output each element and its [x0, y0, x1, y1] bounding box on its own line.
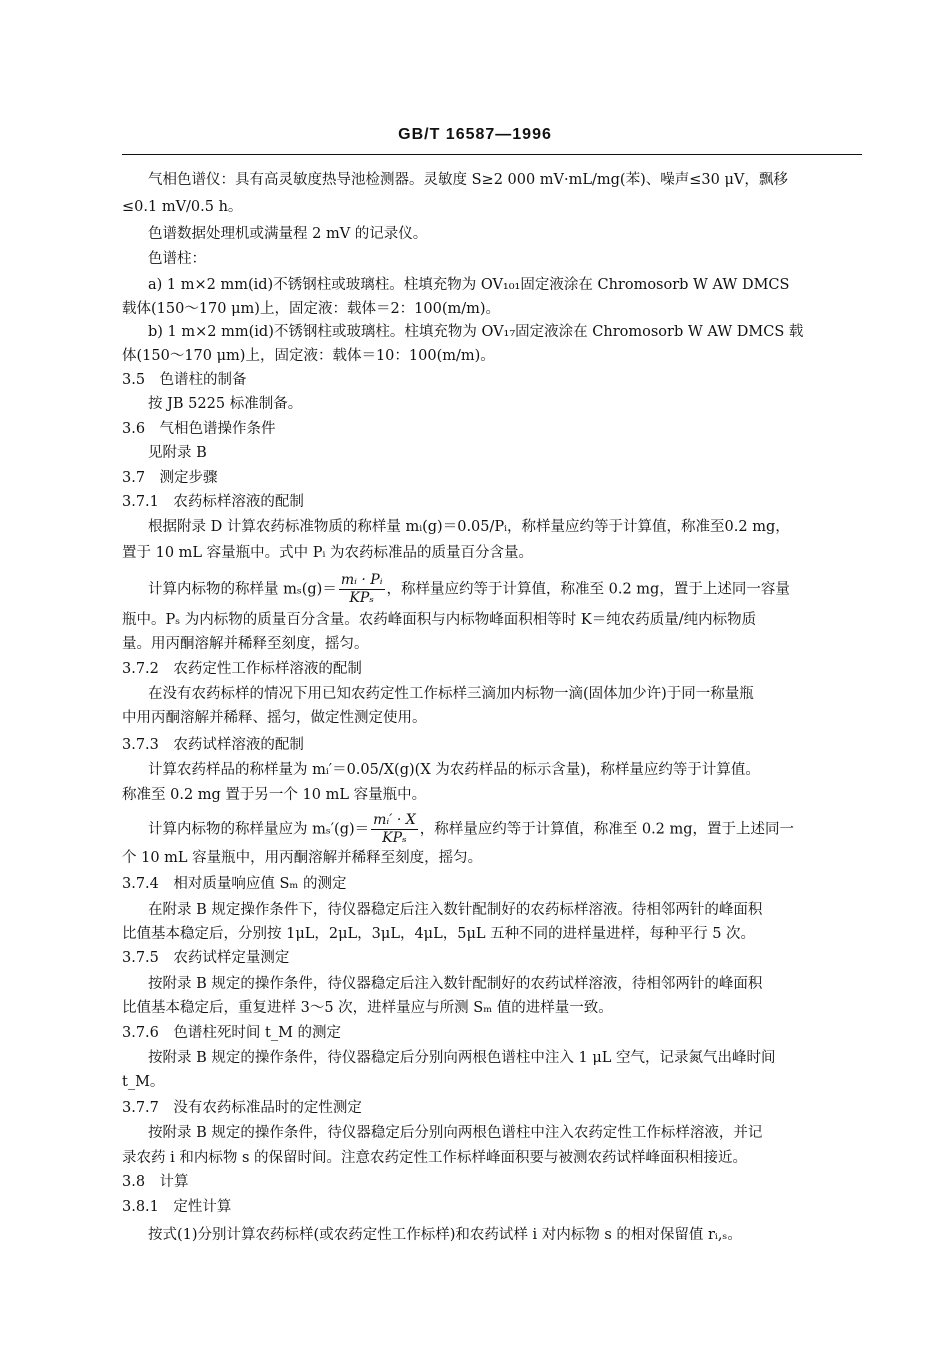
text-line: 气相色谱仪：具有高灵敏度热导池检测器。灵敏度 S≥2 000 mV·mL/mg(苯)、噪声≤30 μV，飘移: [148, 172, 788, 188]
fraction: [371, 812, 418, 847]
text-line: 置于 10 mL 容量瓶中。式中 Pᵢ 为农药标准品的质量百分含量。: [122, 545, 534, 561]
text-line: 称准至 0.2 mg 置于另一个 10 mL 容量瓶中。: [122, 787, 427, 803]
text-line: 按式(1)分别计算农药标样(或农药定性工作标样)和农药试样 i 对内标物 s 的相对保留值 rᵢ,ₛ。: [148, 1227, 742, 1243]
text-line: 按附录 B 规定的操作条件，待仪器稳定后分别向两根色谱柱中注入 1 μL 空气，记录氮气出峰时间: [148, 1050, 776, 1066]
text-line: 根据附录 D 计算农药标准物质的称样量 mᵢ(g)＝0.05/Pᵢ，称样量应约等于计算值，称准至0.2 mg，: [148, 519, 790, 535]
text-line: ≤0.1 mV/0.5 h。: [122, 199, 243, 215]
text-line: 按附录 B 规定的操作条件，待仪器稳定后分别向两根色谱柱中注入农药定性工作标样溶液，并记: [148, 1125, 763, 1141]
text-line: 色谱柱：: [148, 251, 206, 267]
fraction: [339, 572, 385, 607]
text-line: 按 JB 5225 标准制备。: [148, 396, 303, 412]
formula-suffix: ，称样量应约等于计算值，称准至 0.2 mg，置于上述同一: [419, 821, 795, 838]
fraction-denominator: KPₛ: [349, 590, 374, 606]
formula-line: [148, 812, 890, 847]
text-line: 按附录 B 规定的操作条件，待仪器稳定后注入数针配制好的农药试样溶液，待相邻两针的峰面积: [148, 976, 763, 992]
formula-line: [148, 572, 890, 607]
text-line: 瓶中。Pₛ 为内标物的质量百分含量。农药峰面积与内标物峰面积相等时 K＝纯农药质量/纯内标物质: [122, 612, 757, 628]
text-line: 在附录 B 规定操作条件下，待仪器稳定后注入数针配制好的农药标样溶液。待相邻两针的峰面积: [148, 902, 763, 918]
section-heading: 3.8.1 定性计算: [122, 1199, 232, 1215]
text-line: 色谱数据处理机或满量程 2 mV 的记录仪。: [148, 226, 428, 242]
text-line: 比值基本稳定后，重复进样 3～5 次，进样量应与所测 Sₘ 值的进样量一致。: [122, 1000, 613, 1016]
text-line: 中用丙酮溶解并稀释、摇匀，做定性测定使用。: [122, 710, 427, 726]
text-line: a) 1 m×2 mm(id)不锈钢柱或玻璃柱。柱填充物为 OV₁₀₁固定液涂在 Chromosorb W AW DMCS: [148, 277, 790, 293]
text-line: 载体(150～170 μm)上，固定液：载体＝2：100(m/m)。: [122, 301, 501, 317]
section-heading: 3.7.4 相对质量响应值 Sₘ 的测定: [122, 876, 347, 892]
formula-suffix: ，称样量应约等于计算值，称准至 0.2 mg，置于上述同一容量: [386, 581, 790, 598]
text-line: 个 10 mL 容量瓶中，用丙酮溶解并稀释至刻度，摇匀。: [122, 850, 483, 866]
text-line: 体(150～170 μm)上，固定液：载体＝10：100(m/m)。: [122, 348, 495, 364]
text-line: 见附录 B: [148, 445, 207, 461]
section-heading: 3.7.1 农药标样溶液的配制: [122, 494, 304, 510]
text-line: 量。用丙酮溶解并稀释至刻度，摇匀。: [122, 636, 369, 652]
header-rule: [122, 154, 862, 155]
text-line: 计算农药样品的称样量为 mᵢ′＝0.05/X(g)(X 为农药样品的标示含量)，称样量应约等于计算值。: [148, 762, 760, 778]
section-heading: 3.7.2 农药定性工作标样溶液的配制: [122, 661, 362, 677]
section-heading: 3.8 计算: [122, 1174, 189, 1190]
text-line: 录农药 i 和内标物 s 的保留时间。注意农药定性工作标样峰面积要与被测农药试样峰面积相接近。: [122, 1150, 748, 1166]
section-heading: 3.7.6 色谱柱死时间 t_M 的测定: [122, 1025, 342, 1041]
formula-prefix: 计算内标物的称样量 mₛ(g)＝: [148, 581, 337, 598]
section-heading: 3.7.5 农药试样定量测定: [122, 950, 290, 966]
text-line: t_M。: [122, 1074, 165, 1090]
section-heading: 3.7.7 没有农药标准品时的定性测定: [122, 1100, 362, 1116]
fraction-denominator: KPₛ: [382, 830, 407, 846]
section-heading: 3.7 测定步骤: [122, 470, 218, 486]
text-line: 在没有农药标样的情况下用已知农药定性工作标样三滴加内标物一滴(固体加少许)于同一称量瓶: [148, 686, 754, 702]
formula-prefix: 计算内标物的称样量应为 mₛ′(g)＝: [148, 821, 370, 838]
document-header: GB/T 16587—1996: [398, 126, 552, 143]
text-line: 比值基本稳定后，分别按 1μL，2μL，3μL，4μL，5μL 五种不同的进样量进样，每种平行 5 次。: [122, 926, 756, 942]
text-line: b) 1 m×2 mm(id)不锈钢柱或玻璃柱。柱填充物为 OV₁₇固定液涂在 Chromosorb W AW DMCS 载: [148, 324, 804, 340]
fraction-numerator: mᵢ′ · X: [373, 812, 416, 828]
section-heading: 3.5 色谱柱的制备: [122, 372, 247, 388]
fraction-numerator: mᵢ · Pᵢ: [340, 572, 383, 588]
section-heading: 3.7.3 农药试样溶液的配制: [122, 737, 304, 753]
section-heading: 3.6 气相色谱操作条件: [122, 421, 276, 437]
